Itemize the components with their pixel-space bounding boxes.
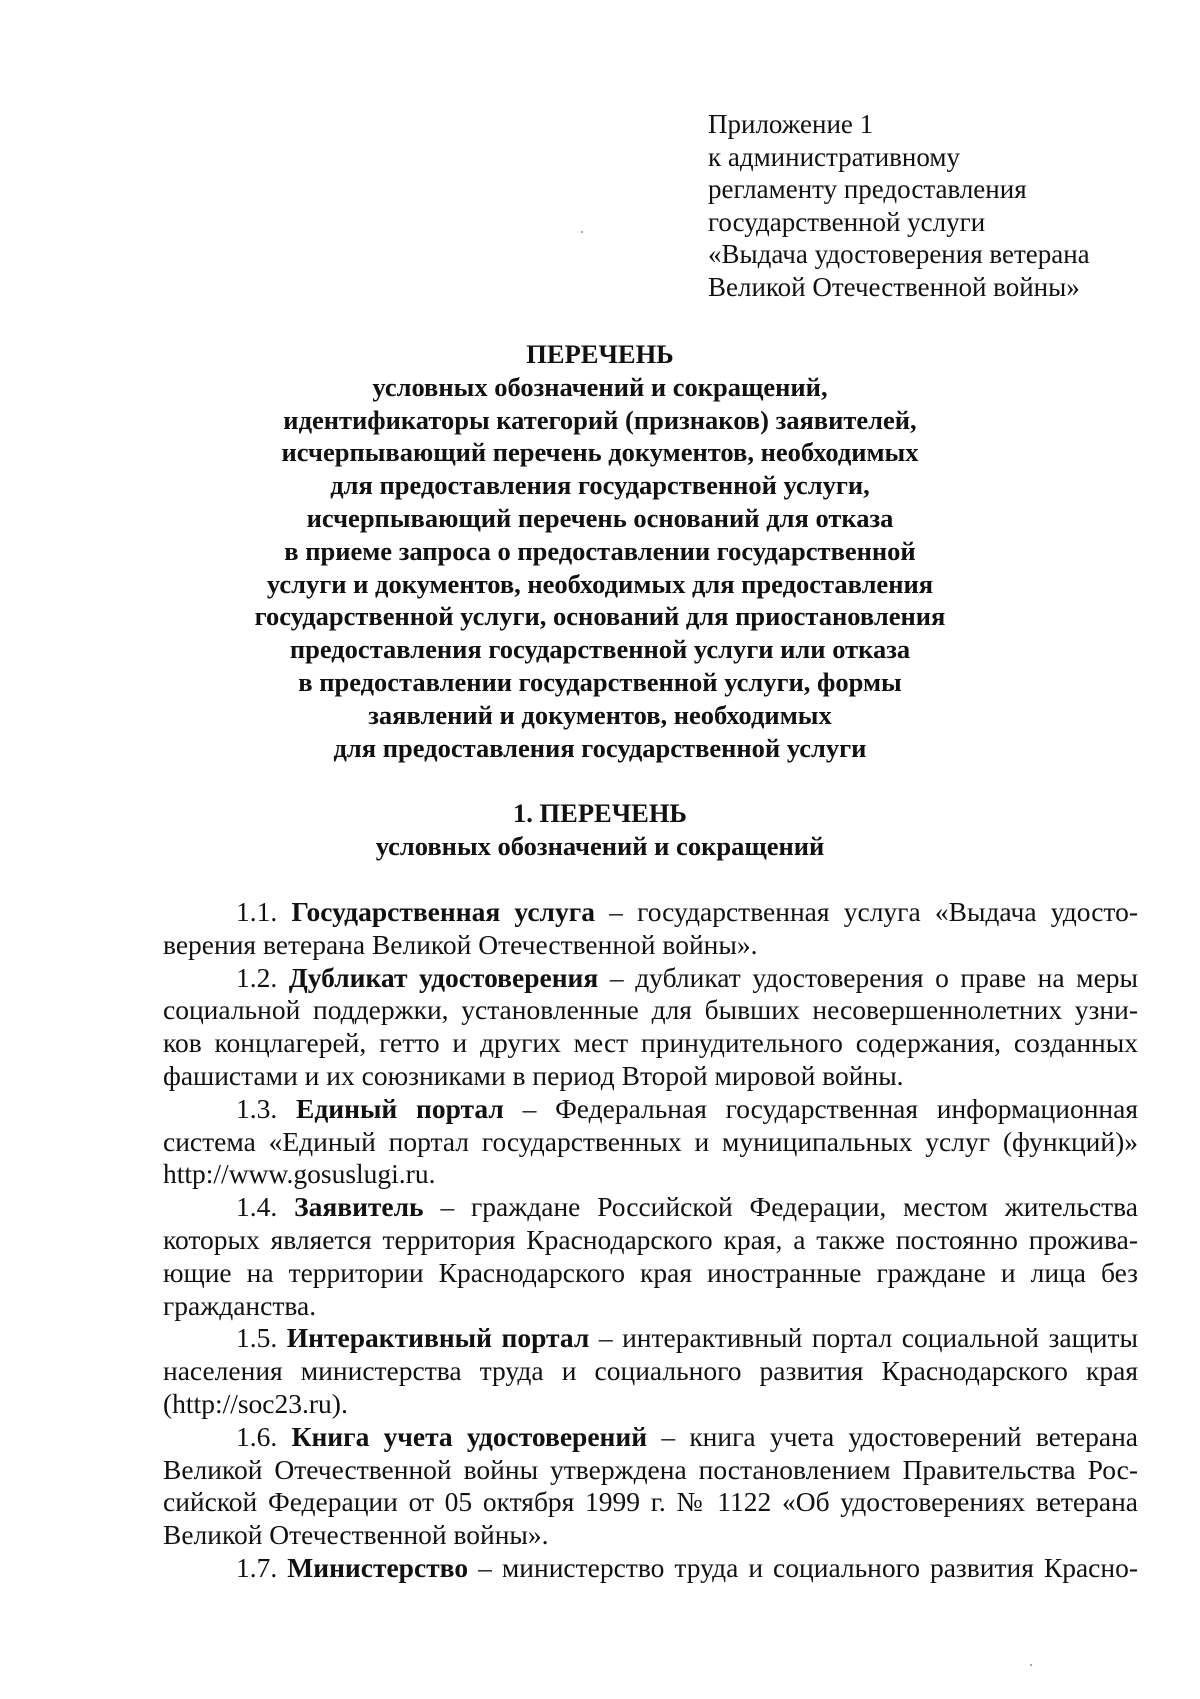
section-heading-line: 1. ПЕРЕЧЕНЬ bbox=[513, 798, 687, 828]
item-description: – интерактивный портал социальной защиты bbox=[589, 1322, 1138, 1354]
item-description: – граждане Российской Федерации, местом жительства bbox=[423, 1191, 1138, 1223]
item-term: Министерство bbox=[287, 1551, 469, 1583]
item-number: 1.7. bbox=[236, 1551, 278, 1583]
item-description: – министерство труда и социального развития Красно- bbox=[468, 1551, 1139, 1583]
title-line: заявлений и документов, необходимых bbox=[368, 699, 832, 730]
title-line: исчерпывающий перечень оснований для отказа bbox=[306, 502, 894, 533]
item-number: 1.1. bbox=[236, 896, 278, 927]
appendix-line: государственной услуги bbox=[708, 206, 986, 237]
title-line: в приеме запроса о предоставлении государственной bbox=[284, 535, 916, 566]
definition-item-continuation-line: система «Единый портал государственных и муниципальных услуг (функций)» bbox=[163, 1125, 1138, 1157]
document-title bbox=[140, 338, 1060, 764]
title-line: идентификаторы категорий (признаков) заявителей, bbox=[283, 404, 917, 435]
section-heading-line: условных обозначений и сокращений bbox=[375, 831, 825, 861]
definition-item-continuation-line: фашистами и их союзниками в период Второй мировой войны. bbox=[163, 1059, 904, 1091]
title-line: ПЕРЕЧЕНЬ bbox=[526, 339, 674, 369]
item-description: – дубликат удостоверения о праве на меры bbox=[598, 961, 1139, 993]
definition-item-continuation-line: ющие на территории Краснодарского края иностранные граждане и лица без bbox=[163, 1256, 1138, 1288]
definition-item-continuation-line: сийской Федерации от 05 октября 1999 г. № 1122 «Об удостоверениях ветерана bbox=[163, 1486, 1138, 1518]
item-number: 1.3. bbox=[236, 1092, 278, 1124]
item-number: 1.2. bbox=[236, 961, 278, 993]
title-line: исчерпывающий перечень документов, необходимых bbox=[281, 437, 919, 468]
definition-item-first-line bbox=[163, 896, 1138, 929]
appendix-line: регламенту предоставления bbox=[708, 174, 1027, 204]
title-line: для предоставления государственной услуги, bbox=[330, 470, 870, 501]
appendix-line: Великой Отечественной войны» bbox=[708, 271, 1080, 302]
definition-item-continuation-line: Великой Отечественной войны». bbox=[163, 1519, 549, 1551]
appendix-header bbox=[708, 108, 1168, 303]
item-description: – книга учета удостоверений ветерана bbox=[647, 1420, 1138, 1452]
definition-item-continuation-line: ков концлагерей, гетто и других мест принудительного содержания, созданных bbox=[163, 1027, 1138, 1059]
title-line: государственной услуги, оснований для приостановления bbox=[254, 601, 946, 632]
definition-item-continuation-line: Великой Отечественной войны утверждена постановлением Правительства Рос- bbox=[163, 1453, 1138, 1485]
item-number: 1.5. bbox=[236, 1322, 278, 1354]
definition-item-continuation-line: социальной поддержки, установленные для бывших несовершеннолетних узни- bbox=[163, 994, 1138, 1026]
section-heading bbox=[140, 797, 1060, 863]
item-number: 1.4. bbox=[236, 1191, 278, 1223]
title-line: условных обозначений и сокращений, bbox=[372, 371, 828, 402]
definition-item-continuation-line: верения ветерана Великой Отечественной войны». bbox=[163, 928, 758, 960]
appendix-line: к административному bbox=[708, 141, 960, 172]
definition-item-first-line bbox=[163, 1191, 1138, 1224]
definition-item-continuation-line: гражданства. bbox=[163, 1289, 317, 1321]
definition-item-continuation-line: http://www.gosuslugi.ru. bbox=[163, 1158, 436, 1190]
item-term: Дубликат удостоверения bbox=[288, 961, 599, 993]
title-line: услуги и документов, необходимых для предоставления bbox=[266, 568, 934, 599]
definitions-list bbox=[163, 896, 1138, 1585]
definition-item-continuation-line: которых является территория Краснодарского края, а также постоянно прожива- bbox=[163, 1223, 1138, 1255]
definition-item-first-line bbox=[163, 1322, 1138, 1355]
title-line: в предоставлении государственной услуги, формы bbox=[298, 666, 902, 697]
appendix-line: Приложение 1 bbox=[708, 109, 874, 139]
definition-item-first-line bbox=[163, 962, 1138, 995]
definition-item-first-line bbox=[163, 1093, 1138, 1126]
item-number: 1.6. bbox=[236, 1420, 278, 1452]
item-term: Книга учета удостоверений bbox=[291, 1420, 648, 1452]
definition-item-continuation-line: населения министерства труда и социального развития Краснодарского края bbox=[163, 1355, 1138, 1387]
scan-speck bbox=[581, 231, 583, 233]
item-description: – Федеральная государственная информационная bbox=[503, 1092, 1138, 1124]
item-term: Государственная услуга bbox=[291, 896, 595, 927]
appendix-line: «Выдача удостоверения ветерана bbox=[708, 239, 1090, 269]
item-term: Заявитель bbox=[294, 1191, 424, 1223]
item-term: Единый портал bbox=[296, 1092, 504, 1124]
definition-item-continuation-line: (http://soc23.ru). bbox=[163, 1387, 348, 1419]
title-line: для предоставления государственной услуги bbox=[333, 732, 867, 763]
scan-speck bbox=[1030, 1664, 1032, 1666]
item-term: Интерактивный портал bbox=[286, 1322, 590, 1354]
title-line: предоставления государственной услуги или отказа bbox=[289, 634, 911, 665]
item-description: – государственная услуга «Выдача удосто- bbox=[594, 896, 1138, 927]
definition-item-first-line bbox=[163, 1421, 1138, 1454]
definition-item-first-line bbox=[163, 1552, 1138, 1585]
